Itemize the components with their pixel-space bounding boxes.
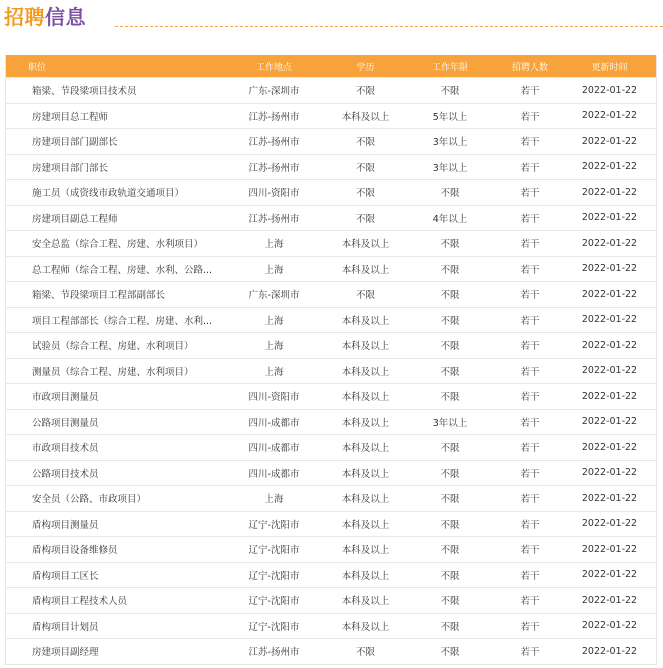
job-experience: 5年以上 (432, 111, 468, 123)
job-title-link[interactable]: 房建项目部门部长 (32, 162, 109, 174)
header-position: 职位 (28, 62, 47, 73)
header-location: 工作地点 (255, 62, 292, 73)
header-updated: 更新时间 (591, 62, 628, 73)
job-experience: 不限 (440, 519, 460, 531)
job-location: 辽宁-沈阳市 (248, 621, 300, 633)
job-title-link[interactable]: 箱梁、节段梁项目工程部副部长 (32, 290, 166, 302)
job-title-link[interactable]: 房建项目副经理 (32, 647, 99, 659)
table-row[interactable] (6, 638, 656, 664)
job-experience: 不限 (440, 86, 460, 98)
table-row[interactable] (6, 128, 656, 154)
job-title-link[interactable]: 施工员（成资线市政轨道交通项目） (32, 188, 185, 200)
job-location: 辽宁-沈阳市 (248, 519, 300, 531)
job-experience: 不限 (440, 264, 460, 276)
table-row[interactable] (6, 358, 656, 384)
job-location: 广东-深圳市 (248, 86, 300, 98)
job-education: 本科及以上 (341, 264, 390, 276)
job-title-link[interactable]: 总工程师（综合工程、房建、水利、公路... (32, 264, 213, 276)
job-experience: 不限 (440, 290, 460, 302)
job-updated: 2022-01-22 (581, 620, 638, 632)
job-location: 上海 (264, 315, 284, 327)
job-headcount: 若干 (520, 519, 540, 531)
job-headcount: 若干 (520, 366, 540, 378)
job-updated: 2022-01-22 (581, 645, 638, 657)
job-updated: 2022-01-22 (581, 212, 638, 224)
job-updated: 2022-01-22 (581, 569, 638, 581)
table-row[interactable] (6, 511, 656, 537)
job-experience: 4年以上 (432, 213, 468, 225)
job-experience: 不限 (440, 188, 460, 200)
job-education: 本科及以上 (341, 239, 390, 251)
job-headcount: 若干 (520, 570, 540, 582)
job-education: 不限 (355, 290, 375, 302)
job-headcount: 若干 (520, 468, 540, 480)
job-updated: 2022-01-22 (581, 186, 638, 198)
jobs-table (5, 55, 657, 665)
job-headcount: 若干 (520, 443, 540, 455)
job-updated: 2022-01-22 (581, 288, 638, 300)
job-experience: 不限 (440, 443, 460, 455)
table-row[interactable] (6, 179, 656, 205)
job-title-link[interactable]: 房建项目副总工程师 (32, 213, 118, 225)
job-title-link[interactable]: 安全员（公路、市政项目） (32, 494, 147, 506)
job-headcount: 若干 (520, 111, 540, 123)
job-title-link[interactable]: 项目工程部部长（综合工程、房建、水利... (32, 315, 213, 327)
job-headcount: 若干 (520, 162, 540, 174)
job-headcount: 若干 (520, 137, 540, 149)
job-experience: 不限 (440, 468, 460, 480)
job-title-link[interactable]: 箱梁、节段梁项目技术员 (32, 86, 137, 98)
job-education: 本科及以上 (341, 443, 390, 455)
job-title-link[interactable]: 市政项目技术员 (32, 443, 99, 455)
job-experience: 不限 (440, 621, 460, 633)
job-headcount: 若干 (520, 213, 540, 225)
job-education: 本科及以上 (341, 392, 390, 404)
job-experience: 不限 (440, 366, 460, 378)
table-row[interactable] (6, 536, 656, 562)
job-headcount: 若干 (520, 188, 540, 200)
job-experience: 不限 (440, 315, 460, 327)
job-updated: 2022-01-22 (581, 441, 638, 453)
job-education: 本科及以上 (341, 111, 390, 123)
job-updated: 2022-01-22 (581, 161, 638, 173)
job-title-link[interactable]: 盾构项目工程技术人员 (32, 596, 128, 608)
job-updated: 2022-01-22 (581, 84, 638, 96)
job-title-link[interactable]: 试验员（综合工程、房建、水利项目） (32, 341, 194, 353)
job-headcount: 若干 (520, 341, 540, 353)
job-education: 本科及以上 (341, 621, 390, 633)
job-experience: 不限 (440, 239, 460, 251)
job-title-link[interactable]: 盾构项目设备维修员 (32, 545, 118, 557)
job-updated: 2022-01-22 (581, 110, 638, 122)
job-updated: 2022-01-22 (581, 416, 638, 428)
job-headcount: 若干 (520, 239, 540, 251)
section-title-part2: 信息 (45, 5, 86, 29)
job-location: 上海 (264, 366, 284, 378)
table-row[interactable] (6, 434, 656, 460)
job-location: 四川-资阳市 (248, 392, 300, 404)
job-experience: 不限 (440, 596, 460, 608)
job-title-link[interactable]: 测量员（综合工程、房建、水利项目） (32, 366, 194, 378)
job-experience: 不限 (440, 647, 460, 659)
job-headcount: 若干 (520, 621, 540, 633)
job-title-link[interactable]: 盾构项目工区长 (32, 570, 99, 582)
table-row[interactable] (6, 460, 656, 486)
job-location: 辽宁-沈阳市 (248, 545, 300, 557)
job-education: 本科及以上 (341, 417, 390, 429)
table-header-row (6, 55, 656, 77)
job-title-link[interactable]: 房建项目部门副部长 (32, 137, 118, 149)
job-education: 本科及以上 (341, 519, 390, 531)
job-title-link[interactable]: 市政项目测量员 (32, 392, 99, 404)
job-education: 本科及以上 (341, 494, 390, 506)
title-divider (115, 26, 663, 27)
job-experience: 不限 (440, 545, 460, 557)
job-updated: 2022-01-22 (581, 390, 638, 402)
job-education: 本科及以上 (341, 596, 390, 608)
section-title-part1: 招聘 (4, 5, 45, 29)
table-row[interactable] (6, 409, 656, 435)
table-row[interactable] (6, 332, 656, 358)
job-title-link[interactable]: 盾构项目测量员 (32, 519, 99, 531)
job-updated: 2022-01-22 (581, 339, 638, 351)
job-location: 上海 (264, 494, 284, 506)
job-updated: 2022-01-22 (581, 467, 638, 479)
job-education: 不限 (355, 86, 375, 98)
job-location: 江苏-扬州市 (248, 137, 300, 149)
job-headcount: 若干 (520, 315, 540, 327)
job-updated: 2022-01-22 (581, 518, 638, 530)
job-headcount: 若干 (520, 86, 540, 98)
job-education: 不限 (355, 188, 375, 200)
job-location: 四川-成都市 (248, 443, 300, 455)
table-body (6, 77, 656, 664)
job-title-link[interactable]: 房建项目总工程师 (32, 111, 109, 123)
job-education: 不限 (355, 647, 375, 659)
table-row[interactable] (6, 256, 656, 282)
job-location: 广东-深圳市 (248, 290, 300, 302)
job-education: 本科及以上 (341, 545, 390, 557)
job-experience: 3年以上 (432, 137, 468, 149)
section-header (0, 0, 663, 36)
table-row[interactable] (6, 485, 656, 511)
job-experience: 不限 (440, 494, 460, 506)
job-title-link[interactable]: 公路项目技术员 (32, 468, 99, 480)
job-education: 本科及以上 (341, 468, 390, 480)
header-headcount: 招聘人数 (511, 62, 548, 73)
job-headcount: 若干 (520, 494, 540, 506)
job-location: 辽宁-沈阳市 (248, 596, 300, 608)
job-title-link[interactable]: 安全总监（综合工程、房建、水利项目） (32, 239, 204, 251)
job-education: 本科及以上 (341, 570, 390, 582)
job-location: 江苏-扬州市 (248, 111, 300, 123)
job-location: 四川-成都市 (248, 417, 300, 429)
table-row[interactable] (6, 383, 656, 409)
job-location: 四川-资阳市 (248, 188, 300, 200)
job-experience: 3年以上 (432, 417, 468, 429)
table-row[interactable] (6, 103, 656, 129)
job-title-link[interactable]: 公路项目测量员 (32, 417, 99, 429)
job-location: 四川-成都市 (248, 468, 300, 480)
job-experience: 不限 (440, 392, 460, 404)
section-title (4, 3, 86, 31)
job-location: 江苏-扬州市 (248, 647, 300, 659)
job-location: 辽宁-沈阳市 (248, 570, 300, 582)
job-headcount: 若干 (520, 417, 540, 429)
job-updated: 2022-01-22 (581, 237, 638, 249)
job-updated: 2022-01-22 (581, 492, 638, 504)
job-education: 不限 (355, 137, 375, 149)
table-row[interactable] (6, 613, 656, 639)
job-experience: 不限 (440, 341, 460, 353)
job-updated: 2022-01-22 (581, 314, 638, 326)
job-updated: 2022-01-22 (581, 594, 638, 606)
job-experience: 3年以上 (432, 162, 468, 174)
header-experience: 工作年限 (431, 62, 468, 73)
job-education: 本科及以上 (341, 341, 390, 353)
table-row[interactable] (6, 230, 656, 256)
job-headcount: 若干 (520, 264, 540, 276)
job-updated: 2022-01-22 (581, 263, 638, 275)
job-headcount: 若干 (520, 545, 540, 557)
job-location: 上海 (264, 341, 284, 353)
job-experience: 不限 (440, 570, 460, 582)
job-location: 江苏-扬州市 (248, 213, 300, 225)
table-row[interactable] (6, 77, 656, 103)
table-row[interactable] (6, 307, 656, 333)
table-row[interactable] (6, 205, 656, 231)
job-education: 本科及以上 (341, 366, 390, 378)
job-headcount: 若干 (520, 596, 540, 608)
job-location: 上海 (264, 239, 284, 251)
job-location: 上海 (264, 264, 284, 276)
table-row[interactable] (6, 281, 656, 307)
job-location: 江苏-扬州市 (248, 162, 300, 174)
job-title-link[interactable]: 盾构项目计划员 (32, 621, 99, 633)
header-education: 学历 (356, 62, 375, 73)
job-headcount: 若干 (520, 290, 540, 302)
job-updated: 2022-01-22 (581, 365, 638, 377)
job-updated: 2022-01-22 (581, 543, 638, 555)
job-headcount: 若干 (520, 392, 540, 404)
job-education: 本科及以上 (341, 315, 390, 327)
job-education: 不限 (355, 213, 375, 225)
job-headcount: 若干 (520, 647, 540, 659)
table-row[interactable] (6, 562, 656, 588)
job-updated: 2022-01-22 (581, 135, 638, 147)
job-education: 不限 (355, 162, 375, 174)
table-row[interactable] (6, 154, 656, 180)
table-row[interactable] (6, 587, 656, 613)
